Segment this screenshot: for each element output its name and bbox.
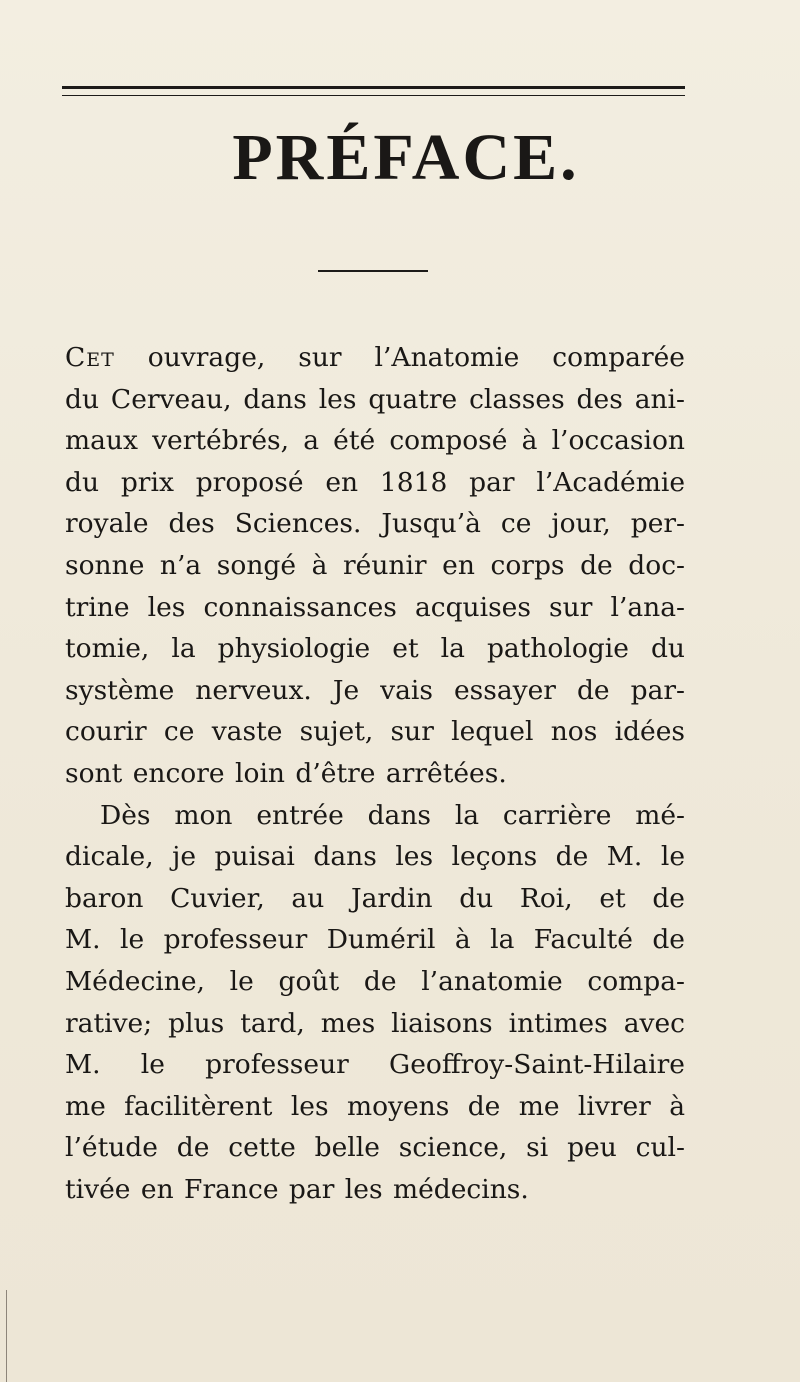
text-line: M. le professeur Duméril à la Faculté de: [65, 924, 685, 956]
text-line: me facilitèrent les moyens de me livrer à: [65, 1090, 685, 1122]
text-line: baron Cuvier, au Jardin du Roi, et de: [65, 882, 685, 914]
text-line: M. le professeur Geoffroy-Saint-Hilaire: [65, 1049, 685, 1081]
text-line: rative; plus tard, mes liaisons intimes avec: [65, 1007, 685, 1039]
body-text: [65, 337, 685, 1210]
text-line: tomie, la physiologie et la pathologie du: [65, 633, 685, 665]
page-title: PRÉFACE.: [232, 121, 580, 194]
title-underline-rule: [318, 270, 428, 272]
text-line: tivée en France par les médecins.: [65, 1173, 529, 1205]
text-line: système nerveux. Je vais essayer de par-: [65, 674, 685, 706]
text-line: dicale, je puisai dans les leçons de M. le: [65, 841, 685, 873]
text-line: Médecine, le goût de l’anatomie compa-: [65, 965, 685, 997]
header-rule-thick: [62, 86, 685, 89]
text-line: sont encore loin d’être arrêtées.: [65, 757, 507, 789]
text-line: du Cerveau, dans les quatre classes des ani-: [65, 383, 685, 415]
text-line: trine les connaissances acquises sur l’ana-: [65, 591, 685, 623]
small-caps-lead: Cet: [65, 342, 115, 373]
page-edge-mark: [6, 1290, 7, 1382]
text-line-rest: ouvrage, sur l’Anatomie comparée: [114, 342, 685, 373]
text-line: courir ce vaste sujet, sur lequel nos idées: [65, 716, 685, 748]
text-line: sonne n’a songé à réunir en corps de doc-: [65, 549, 685, 581]
text-line: royale des Sciences. Jusqu’à ce jour, per-: [65, 508, 685, 540]
header-rule-thin: [62, 95, 685, 96]
text-line: du prix proposé en 1818 par l’Académie: [65, 466, 685, 498]
text-line: Dès mon entrée dans la carrière mé-: [100, 799, 685, 831]
text-line: l’étude de cette belle science, si peu cul-: [65, 1132, 685, 1164]
text-line: [65, 337, 685, 379]
text-line: maux vertébrés, a été composé à l’occasion: [65, 425, 685, 457]
